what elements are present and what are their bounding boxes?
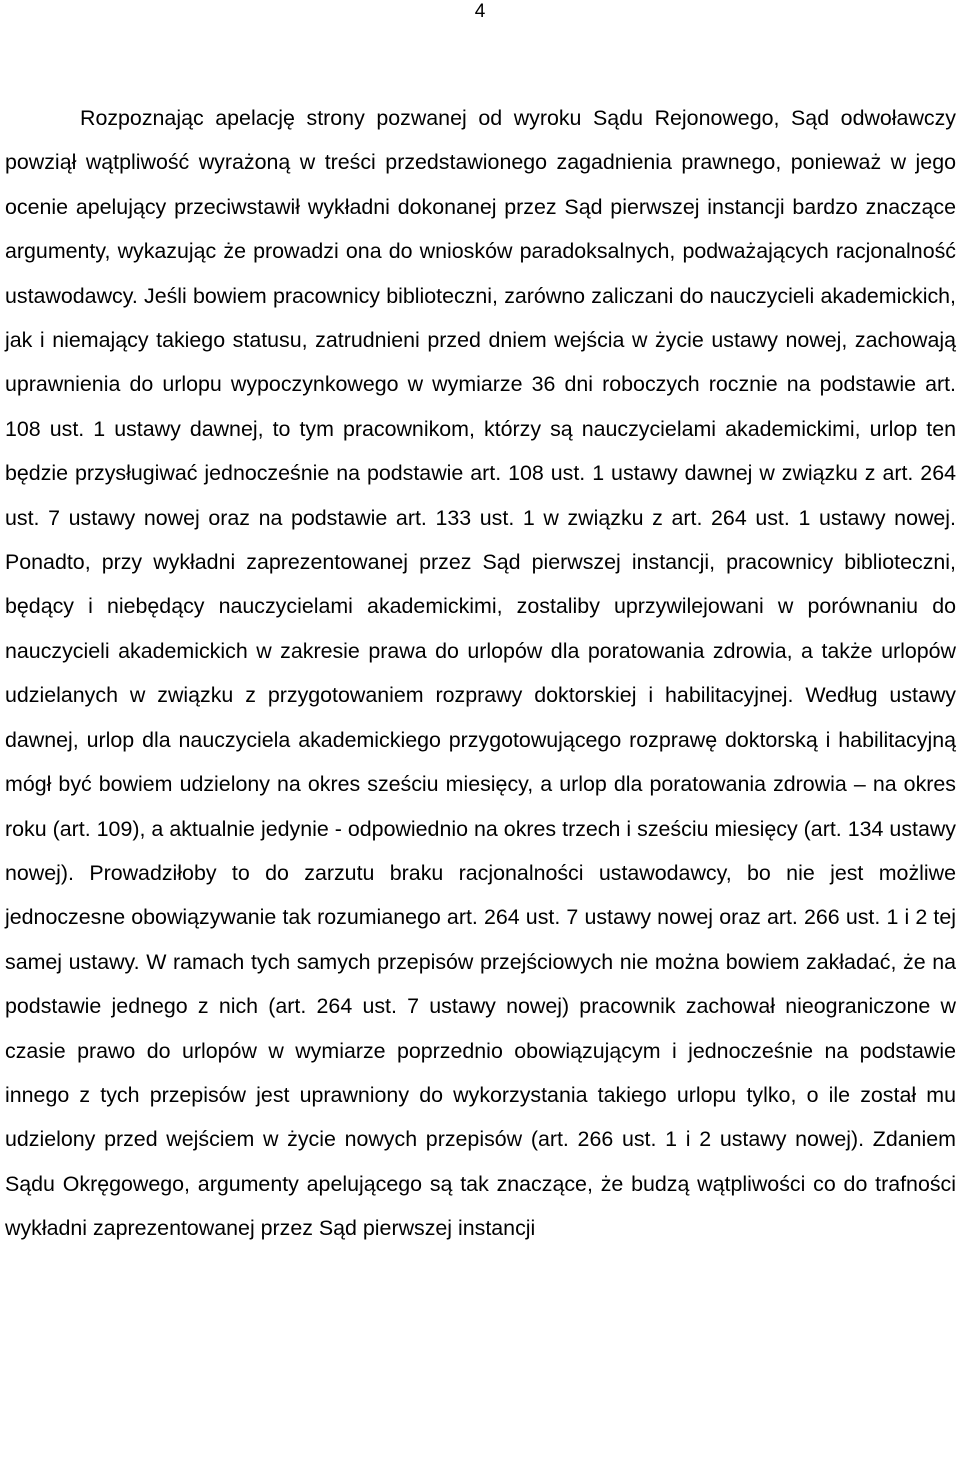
page-number: 4	[474, 1, 486, 22]
body-paragraph: Rozpoznając apelację strony pozwanej od wyroku Sądu Rejonowego, Sąd odwoławczy powziął wątpliwość wyrażoną w treści przedstawionego zagadnienia prawnego, ponieważ w jego ocenie apelujący przeciwstawił wykładni dokonanej przez Sąd pierwszej instancji bardzo znaczące argumenty, wykazując że prowadzi ona do wniosków paradoksalnych, podważających racjonalność ustawodawcy. Jeśli bowiem pracownicy biblioteczni, zarówno zaliczani do nauczycieli akademickich, jak i niemający takiego statusu, zatrudnieni przed dniem wejścia w życie ustawy nowej, zachowają uprawnienia do urlopu wypoczynkowego w wymiarze 36 dni roboczych rocznie na podstawie art. 108 ust. 1 ustawy dawnej, to tym pracownikom, którzy są nauczycielami akademickimi, urlop ten będzie przysługiwać jednocześnie na podstawie art. 108 ust. 1 ustawy dawnej w związku z art. 264 ust. 7 ustawy nowej oraz na podstawie art. 133 ust. 1 w związku z art. 264 ust. 1 ustawy nowej. Ponadto, przy wykładni zaprezentowanej przez Sąd pierwszej instancji, pracownicy biblioteczni, będący i niebędący nauczycielami akademickimi, zostaliby uprzywilejowani w porównaniu do nauczycieli akademickich w zakresie prawa do urlopów dla poratowania zdrowia, a także urlopów udzielanych w związku z przygotowaniem rozprawy doktorskiej i habilitacyjnej. Według ustawy dawnej, urlop dla nauczyciela akademickiego przygotowującego rozprawę doktorską i habilitacyjną mógł być bowiem udzielony na okres sześciu miesięcy, a urlop dla poratowania zdrowia – na okres roku (art. 109), a aktualnie jedynie - odpowiednio na okres trzech i sześciu miesięcy (art. 134 ustawy nowej). Prowadziłoby to do zarzutu braku racjonalności ustawodawcy, bo nie jest możliwe jednoczesne obowiązywanie tak rozumianego art. 264 ust. 7 ustawy nowej oraz art. 266 ust. 1 i 2 tej samej ustawy. W ramach tych samych przepisów przejściowych nie można bowiem zakładać, że na podstawie jednego z nich (art. 264 ust. 7 ustawy nowej) pracownik zachował nieograniczone w czasie prawo do urlopów w wymiarze poprzednio obowiązującym i jednocześnie na podstawie innego z tych przepisów jest uprawniony do wykorzystania takiego urlopu tylko, o ile został mu udzielony przed wejściem w życie nowych przepisów (art. 266 ust. 1 i 2 ustawy nowej). Zdaniem Sądu Okręgowego, argumenty apelującego są tak znaczące, że budzą wątpliwości co do trafności wykładni zaprezentowanej przez Sąd pierwszej instancji	[5, 106, 956, 1241]
